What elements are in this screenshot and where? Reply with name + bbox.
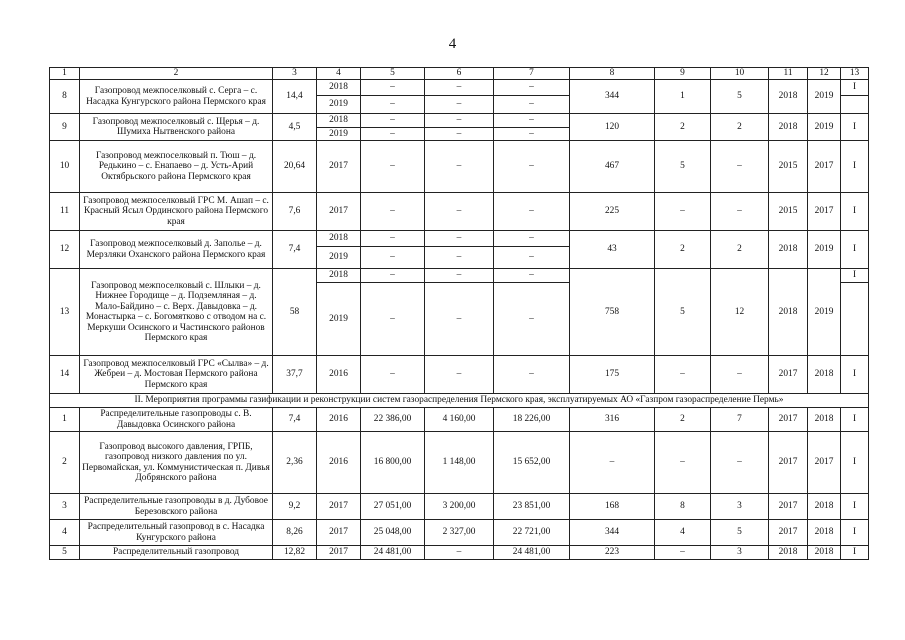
- cost-cell: –: [494, 231, 570, 247]
- cell: 223: [570, 546, 655, 560]
- object-name: Газопровод межпоселковый ГРС М. Ашап – с. Красный Ясыл Ординского района Пермского края: [80, 193, 273, 231]
- cost-cell: –: [425, 128, 494, 141]
- cost-cell: 24 481,00: [494, 546, 570, 560]
- cell: 2: [711, 114, 769, 141]
- table-row: [50, 114, 869, 128]
- year-cell: 2017: [317, 520, 361, 546]
- cell: 8: [655, 494, 711, 520]
- cell: 316: [570, 408, 655, 432]
- year-cell: 2016: [317, 408, 361, 432]
- cell: 2018: [808, 356, 841, 394]
- length-cell: 14,4: [273, 80, 317, 114]
- table-row: [50, 520, 869, 546]
- cell: 12: [711, 269, 769, 356]
- col-number: 9: [655, 68, 711, 80]
- cell: 225: [570, 193, 655, 231]
- cost-cell: 22 721,00: [494, 520, 570, 546]
- cell: 2017: [769, 356, 808, 394]
- object-name: Распределительный газопровод в с. Насадка Кунгурского района: [80, 520, 273, 546]
- cost-cell: –: [361, 247, 425, 269]
- row-number: 3: [50, 494, 80, 520]
- cost-cell: –: [361, 96, 425, 114]
- cell: 2018: [808, 408, 841, 432]
- year-cell: 2017: [317, 141, 361, 193]
- cost-cell: 22 386,00: [361, 408, 425, 432]
- row-number: 5: [50, 546, 80, 560]
- cell: I: [841, 546, 869, 560]
- row-number: 10: [50, 141, 80, 193]
- row-number: 9: [50, 114, 80, 141]
- row-number: 2: [50, 432, 80, 494]
- cell: 467: [570, 141, 655, 193]
- cell: 2017: [808, 432, 841, 494]
- table-row: [50, 231, 869, 247]
- cell: 2017: [769, 408, 808, 432]
- cost-cell: 25 048,00: [361, 520, 425, 546]
- col-number: 13: [841, 68, 869, 80]
- section-row: [50, 394, 869, 408]
- cost-cell: –: [425, 356, 494, 394]
- object-name: Газопровод межпоселковый с. Серга – с. Насадка Кунгурского района Пермского края: [80, 80, 273, 114]
- year-cell: 2016: [317, 356, 361, 394]
- cell: 5: [711, 520, 769, 546]
- cost-cell: –: [361, 193, 425, 231]
- column-number-row: [50, 68, 869, 80]
- cell: 175: [570, 356, 655, 394]
- object-name: Газопровод межпоселковый п. Тюш – д. Редькино – с. Енапаево – д. Усть-Арий Октябрьского района Пермского края: [80, 141, 273, 193]
- section-title: II. Мероприятия программы газификации и реконструкции систем газораспределения Пермского края, эксплуатируемых АО «Газпром газораспределение Пермь»: [50, 394, 869, 408]
- row-number: 1: [50, 408, 80, 432]
- col-number: 8: [570, 68, 655, 80]
- table-row: [50, 432, 869, 494]
- cost-cell: –: [361, 356, 425, 394]
- cell: 2019: [808, 231, 841, 269]
- col-number: 6: [425, 68, 494, 80]
- cell: 120: [570, 114, 655, 141]
- year-cell: 2019: [317, 283, 361, 356]
- cost-cell: 16 800,00: [361, 432, 425, 494]
- cell: 5: [711, 80, 769, 114]
- cost-cell: –: [494, 128, 570, 141]
- year-cell: 2018: [317, 114, 361, 128]
- cost-cell: –: [425, 546, 494, 560]
- cell: –: [711, 432, 769, 494]
- cost-cell: –: [494, 96, 570, 114]
- cell: I: [841, 141, 869, 193]
- col-number: 10: [711, 68, 769, 80]
- cost-cell: –: [425, 96, 494, 114]
- cost-cell: –: [361, 80, 425, 96]
- length-cell: 37,7: [273, 356, 317, 394]
- cell: 3: [711, 494, 769, 520]
- cell: 2: [655, 231, 711, 269]
- cell: 2018: [769, 269, 808, 356]
- year-cell: 2017: [317, 193, 361, 231]
- cell: 2017: [769, 520, 808, 546]
- cost-cell: –: [494, 247, 570, 269]
- object-name: Газопровод межпоселковый ГРС «Сылва» – д. Жебреи – д. Мостовая Пермского района Пермского края: [80, 356, 273, 394]
- row-number: 13: [50, 269, 80, 356]
- cell: I: [841, 114, 869, 141]
- year-cell: 2019: [317, 128, 361, 141]
- cost-cell: –: [361, 114, 425, 128]
- cell: I: [841, 356, 869, 394]
- cost-cell: –: [425, 193, 494, 231]
- table-row: [50, 193, 869, 231]
- cell: I: [841, 408, 869, 432]
- cost-cell: –: [494, 283, 570, 356]
- cell: 2017: [808, 141, 841, 193]
- length-cell: 9,2: [273, 494, 317, 520]
- object-name: Газопровод высокого давления, ГРПБ, газопровод низкого давления по ул. Первомайская, ул. Коммунистическая п. Дивья Добрянского района: [80, 432, 273, 494]
- cell: 2017: [769, 494, 808, 520]
- object-name: Распределительный газопровод: [80, 546, 273, 560]
- table-row: [50, 269, 869, 283]
- col-number: 11: [769, 68, 808, 80]
- cost-cell: –: [494, 193, 570, 231]
- cost-cell: –: [361, 231, 425, 247]
- cell: 344: [570, 520, 655, 546]
- object-name: Газопровод межпоселковый с. Шлыки – д. Нижнее Городище – д. Подземляная – д. Мало-Байдино – с. Верх. Давыдовка – д. Монастырка – с. Богомятково с отводом на с. Меркуши Осинского и Частинского районов Пермского края: [80, 269, 273, 356]
- col-number: 2: [80, 68, 273, 80]
- cell: I: [841, 193, 869, 231]
- cost-cell: –: [425, 283, 494, 356]
- cell: 2017: [769, 432, 808, 494]
- year-cell: 2017: [317, 494, 361, 520]
- year-cell: 2018: [317, 269, 361, 283]
- length-cell: 4,5: [273, 114, 317, 141]
- year-cell: 2018: [317, 231, 361, 247]
- length-cell: 7,6: [273, 193, 317, 231]
- cell: 2019: [808, 80, 841, 114]
- cell: 1: [655, 80, 711, 114]
- length-cell: 12,82: [273, 546, 317, 560]
- year-cell: 2019: [317, 247, 361, 269]
- cell: 2: [655, 408, 711, 432]
- cell: 2018: [808, 494, 841, 520]
- cell: 2015: [769, 141, 808, 193]
- length-cell: 7,4: [273, 231, 317, 269]
- row-number: 4: [50, 520, 80, 546]
- cost-cell: 27 051,00: [361, 494, 425, 520]
- cost-cell: 3 200,00: [425, 494, 494, 520]
- table-row: [50, 80, 869, 96]
- cell: [841, 283, 869, 356]
- cell: 43: [570, 231, 655, 269]
- cell: 2018: [769, 114, 808, 141]
- cell: 344: [570, 80, 655, 114]
- cell: 168: [570, 494, 655, 520]
- cost-cell: –: [494, 114, 570, 128]
- cell: [841, 96, 869, 114]
- cell: 2018: [769, 231, 808, 269]
- year-cell: 2018: [317, 80, 361, 96]
- cost-cell: –: [361, 269, 425, 283]
- cost-cell: 18 226,00: [494, 408, 570, 432]
- col-number: 7: [494, 68, 570, 80]
- cell: I: [841, 231, 869, 269]
- cell: 2018: [769, 80, 808, 114]
- cost-cell: –: [494, 269, 570, 283]
- cost-cell: –: [425, 247, 494, 269]
- length-cell: 20,64: [273, 141, 317, 193]
- page-number: 4: [448, 36, 457, 52]
- cell: 758: [570, 269, 655, 356]
- length-cell: 8,26: [273, 520, 317, 546]
- object-name: Распределительные газопроводы с. В. Давыдовка Осинского района: [80, 408, 273, 432]
- row-number: 12: [50, 231, 80, 269]
- cell: 2018: [769, 546, 808, 560]
- cost-cell: 4 160,00: [425, 408, 494, 432]
- table-row: [50, 408, 869, 432]
- cell: –: [570, 432, 655, 494]
- year-cell: 2019: [317, 96, 361, 114]
- length-cell: 58: [273, 269, 317, 356]
- cost-cell: –: [361, 283, 425, 356]
- col-number: 12: [808, 68, 841, 80]
- row-number: 11: [50, 193, 80, 231]
- cell: 2: [655, 114, 711, 141]
- cost-cell: –: [425, 114, 494, 128]
- cost-cell: –: [425, 80, 494, 96]
- col-number: 5: [361, 68, 425, 80]
- cost-cell: –: [425, 141, 494, 193]
- cell: I: [841, 432, 869, 494]
- length-cell: 2,36: [273, 432, 317, 494]
- cell: 2018: [808, 520, 841, 546]
- cost-cell: –: [425, 231, 494, 247]
- object-name: Распределительные газопроводы в д. Дубовое Березовского района: [80, 494, 273, 520]
- cell: I: [841, 269, 869, 283]
- cell: –: [655, 432, 711, 494]
- table-row: [50, 356, 869, 394]
- col-number: 4: [317, 68, 361, 80]
- col-number: 1: [50, 68, 80, 80]
- cost-cell: 2 327,00: [425, 520, 494, 546]
- cost-cell: 15 652,00: [494, 432, 570, 494]
- cell: 5: [655, 269, 711, 356]
- cell: –: [711, 141, 769, 193]
- cell: I: [841, 494, 869, 520]
- cell: I: [841, 80, 869, 96]
- cell: 2: [711, 231, 769, 269]
- col-number: 3: [273, 68, 317, 80]
- table-row: [50, 546, 869, 560]
- cost-cell: 24 481,00: [361, 546, 425, 560]
- object-name: Газопровод межпоселковый с. Щерья – д. Шумиха Нытвенского района: [80, 114, 273, 141]
- cell: –: [655, 193, 711, 231]
- object-name: Газопровод межпоселковый д. Заполье – д. Мерзляки Оханского района Пермского края: [80, 231, 273, 269]
- cell: 2015: [769, 193, 808, 231]
- cell: 2019: [808, 269, 841, 356]
- cell: 2018: [808, 546, 841, 560]
- cell: –: [711, 193, 769, 231]
- cost-cell: –: [494, 80, 570, 96]
- cell: 7: [711, 408, 769, 432]
- cell: I: [841, 520, 869, 546]
- cell: 2019: [808, 114, 841, 141]
- cell: –: [655, 356, 711, 394]
- cost-cell: –: [494, 141, 570, 193]
- year-cell: 2016: [317, 432, 361, 494]
- table-row: [50, 141, 869, 193]
- cell: 4: [655, 520, 711, 546]
- row-number: 14: [50, 356, 80, 394]
- cost-cell: –: [361, 128, 425, 141]
- table-row: [50, 494, 869, 520]
- cost-cell: –: [425, 269, 494, 283]
- cost-cell: –: [494, 356, 570, 394]
- year-cell: 2017: [317, 546, 361, 560]
- cell: 3: [711, 546, 769, 560]
- gasification-program-table: [49, 67, 869, 560]
- row-number: 8: [50, 80, 80, 114]
- cost-cell: 1 148,00: [425, 432, 494, 494]
- cell: 2017: [808, 193, 841, 231]
- length-cell: 7,4: [273, 408, 317, 432]
- cost-cell: –: [361, 141, 425, 193]
- cell: 5: [655, 141, 711, 193]
- cost-cell: 23 851,00: [494, 494, 570, 520]
- cell: –: [711, 356, 769, 394]
- cell: –: [655, 546, 711, 560]
